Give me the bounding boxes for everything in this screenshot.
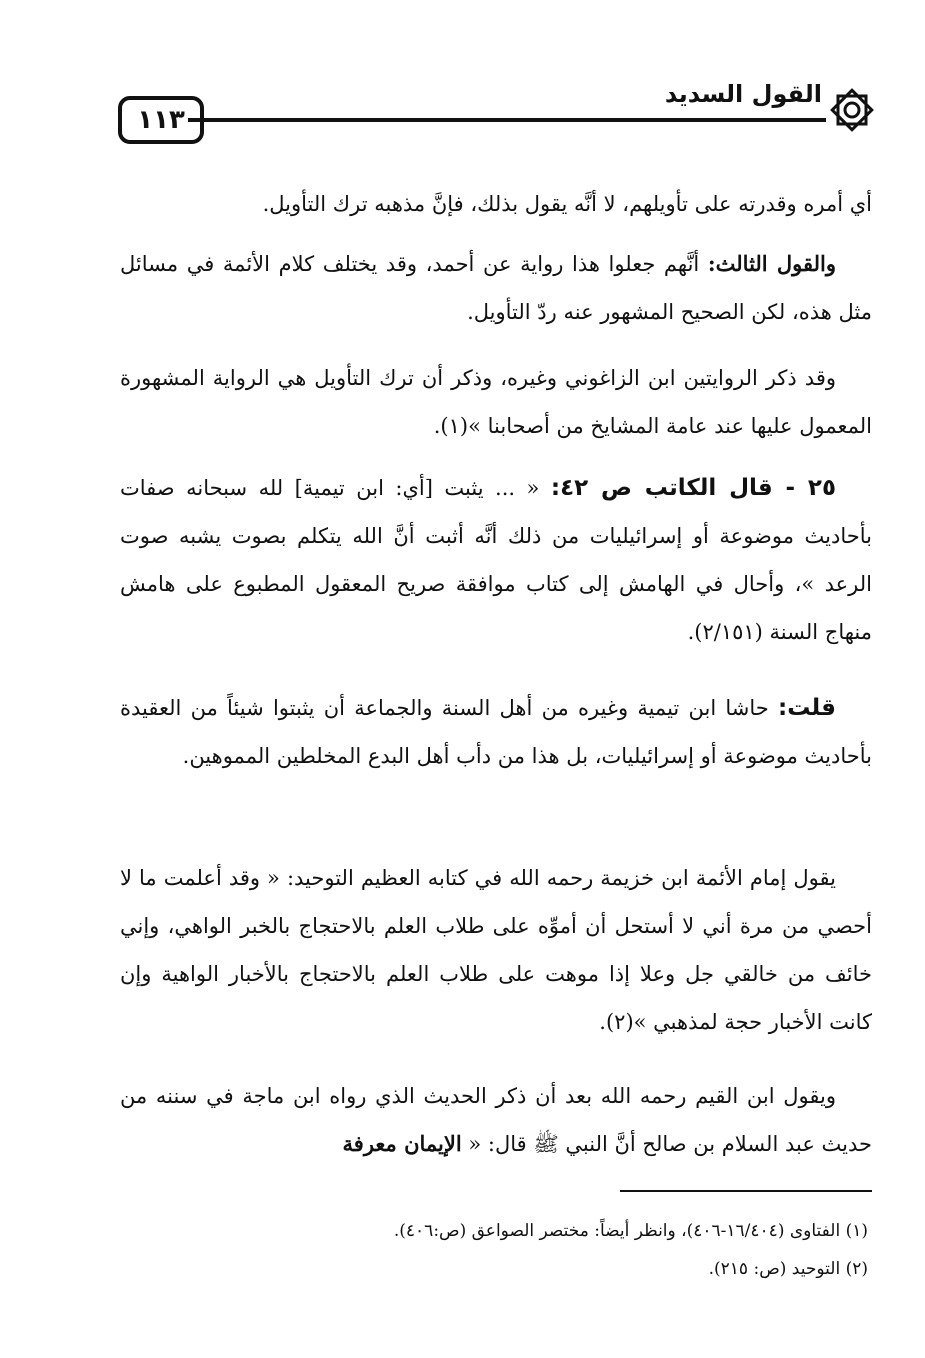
qultu-heading: قلت: [778, 695, 836, 721]
footnote-2: (٢) التوحيد (ص: ٢١٥). [708, 1259, 868, 1279]
page-number: ١١٣ [118, 96, 204, 144]
body-text: « ... يثبت [أي: ابن تيمية] لله سبحانه صفات بأحاديث موضوعة أو إسرائيليات من ذلك أنَّه أثبت أنَّ الله يتكلم بصوت يشبه صوت الرعد »، وأحال في الهامش إلى كتاب موافقة صريح المعقول المطبوع على هامش منهاج السنة (٢/١٥١). [120, 476, 872, 644]
body-text: يقول إمام الأئمة ابن خزيمة رحمه الله في كتابه العظيم التوحيد: « وقد أعلمت ما لا أحصي من مرة أني لا أستحل أن أموِّه على طلاب العلم بالاحتجاج بالخبر الواهي، وإني خائف من خالقي جل وعلا إذا موهت على طلاب العلم بالاحتجاج بالأخبار الواهية وإن كانت الأخبار حجة لمذهبي »(٢). [120, 866, 872, 1034]
footnote-divider [620, 1190, 872, 1192]
paragraph-3 [120, 354, 872, 450]
third-opinion-heading: والقول الثالث: [707, 251, 837, 276]
page-header [118, 68, 878, 148]
paragraph-1 [120, 180, 872, 228]
emphasis-text: الإيمان معرفة [342, 1131, 462, 1156]
paragraph-7 [120, 1072, 872, 1168]
paragraph-6 [120, 854, 872, 1046]
section-heading: ٢٥ - قال الكاتب ص ٤٢: [550, 475, 836, 501]
body-text: وقد ذكر الروايتين ابن الزاغوني وغيره، وذكر أن ترك التأويل هي الرواية المشهورة المعمول عليها عند عامة المشايخ من أصحابنا »(١). [120, 366, 872, 438]
body-text: أنَّهم جعلوا هذا رواية عن أحمد، وقد يختلف كلام الأئمة في مسائل مثل هذه، لكن الصحيح المشهور عنه ردّ التأويل. [120, 252, 872, 324]
header-rule [188, 118, 826, 122]
body-text: ويقول ابن القيم رحمه الله بعد أن ذكر الحديث الذي رواه ابن ماجة في سننه من حديث عبد السلام بن صالح أنَّ النبي ﷺ قال: « [120, 1084, 872, 1156]
flower-ornament-icon [826, 84, 878, 136]
body-text: حاشا ابن تيمية وغيره من أهل السنة والجماعة أن يثبتوا شيئاً من العقيدة بأحاديث موضوعة أو إسرائيليات، بل هذا من دأب أهل البدع المخلطين المموهين. [120, 696, 872, 768]
book-title: القول السديد [664, 80, 822, 108]
paragraph-5 [120, 684, 872, 780]
body-text: أي أمره وقدرته على تأويلهم، لا أنَّه يقول بذلك، فإنَّ مذهبه ترك التأويل. [262, 192, 872, 216]
footnote-1: (١) الفتاوى (١٦/٤٠٤-٤٠٦)، وانظر أيضاً: مختصر الصواعق (ص:٤٠٦). [393, 1221, 868, 1241]
paragraph-4 [120, 464, 872, 656]
paragraph-2 [120, 240, 872, 336]
footnotes [300, 1212, 868, 1288]
